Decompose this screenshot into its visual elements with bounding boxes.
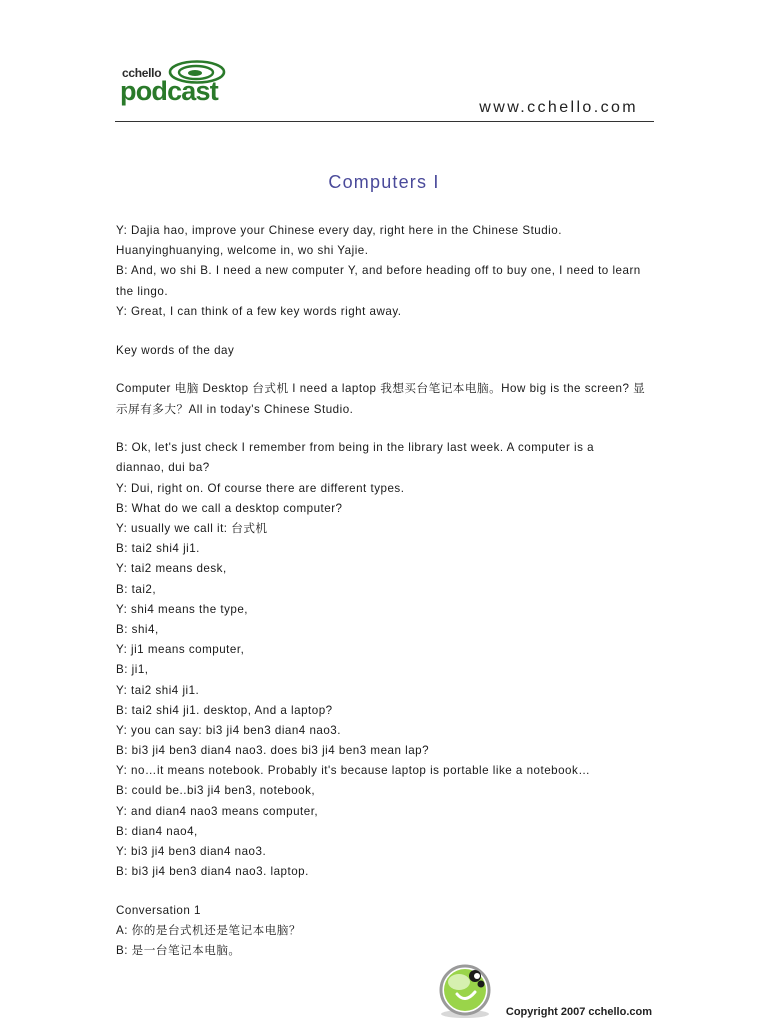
- text-line: Computer 电脑 Desktop 台式机 I need a laptop 我想买台笔记本电脑。How big is the screen? 显: [116, 382, 646, 396]
- dialogue-line: Y: no…it means notebook. Probably it's because laptop is portable like a notebook…: [116, 764, 591, 778]
- logo-podcast-text: podcast: [120, 76, 218, 106]
- logo-cchello-text: cchello: [122, 66, 162, 80]
- conversation-line: B: 是一台笔记本电脑。: [116, 944, 241, 958]
- cchello-podcast-logo: [120, 60, 230, 110]
- dialogue-line: B: shi4,: [116, 622, 159, 636]
- site-url[interactable]: www.cchello.com: [479, 99, 638, 116]
- dialogue-line: B: tai2,: [116, 582, 157, 596]
- dialogue-line: B: could be..bi3 ji4 ben3, notebook,: [116, 784, 316, 798]
- dialogue-line: Y: usually we call it: 台式机: [116, 522, 268, 536]
- key-words-heading: Key words of the day: [116, 343, 235, 357]
- dialogue-line: Y: tai2 means desk,: [116, 562, 227, 576]
- dialogue-line: B: dian4 nao4,: [116, 824, 198, 838]
- dialogue-line: B: ji1,: [116, 663, 149, 677]
- dialogue-line: B: bi3 ji4 ben3 dian4 nao3. laptop.: [116, 865, 309, 879]
- text-line: Huanyinghuanying, welcome in, wo shi Yajie.: [116, 244, 369, 258]
- conversation-heading: Conversation 1: [116, 904, 201, 917]
- text-line: B: And, wo shi B. I need a new computer Y, and before heading off to buy one, I need to learn: [116, 264, 641, 278]
- text-line: the lingo.: [116, 284, 169, 298]
- copyright-text: Copyright 2007 cchello.com: [505, 1006, 652, 1018]
- conversation-line: A: 你的是台式机还是笔记本电脑？: [116, 924, 301, 938]
- text-line: 示屏有多大？All in today's Chinese Studio.: [116, 402, 354, 416]
- dialogue-line: Y: bi3 ji4 ben3 dian4 nao3.: [116, 845, 267, 859]
- dialogue-line: B: tai2 shi4 ji1. desktop, And a laptop?: [116, 703, 333, 717]
- dialogue-line: Y: tai2 shi4 ji1.: [116, 683, 200, 697]
- header-divider: [115, 121, 654, 122]
- cchello-mascot-icon: [437, 962, 497, 1020]
- dialogue-line: Y: Dui, right on. Of course there are different types.: [116, 481, 405, 495]
- dialogue-line: B: Ok, let's just check I remember from being in the library last week. A computer is a: [116, 441, 595, 455]
- page-title: Computers I: [328, 172, 440, 192]
- document-body: [116, 221, 656, 962]
- dialogue-line: Y: and dian4 nao3 means computer,: [116, 804, 319, 818]
- text-line: Y: Great, I can think of a few key words right away.: [116, 304, 402, 318]
- dialogue-line: B: tai2 shi4 ji1.: [116, 542, 200, 556]
- dialogue-line: Y: you can say: bi3 ji4 ben3 dian4 nao3.: [116, 723, 341, 737]
- dialogue-line: B: What do we call a desktop computer?: [116, 501, 343, 515]
- dialogue-line: B: bi3 ji4 ben3 dian4 nao3. does bi3 ji4 ben3 mean lap?: [116, 744, 430, 758]
- dialogue-line: Y: ji1 means computer,: [116, 643, 245, 657]
- text-line: Y: Dajia hao, improve your Chinese every day, right here in the Chinese Studio.: [116, 224, 562, 237]
- dialogue-line: Y: shi4 means the type,: [116, 602, 249, 616]
- dialogue-line: diannao, dui ba?: [116, 461, 210, 475]
